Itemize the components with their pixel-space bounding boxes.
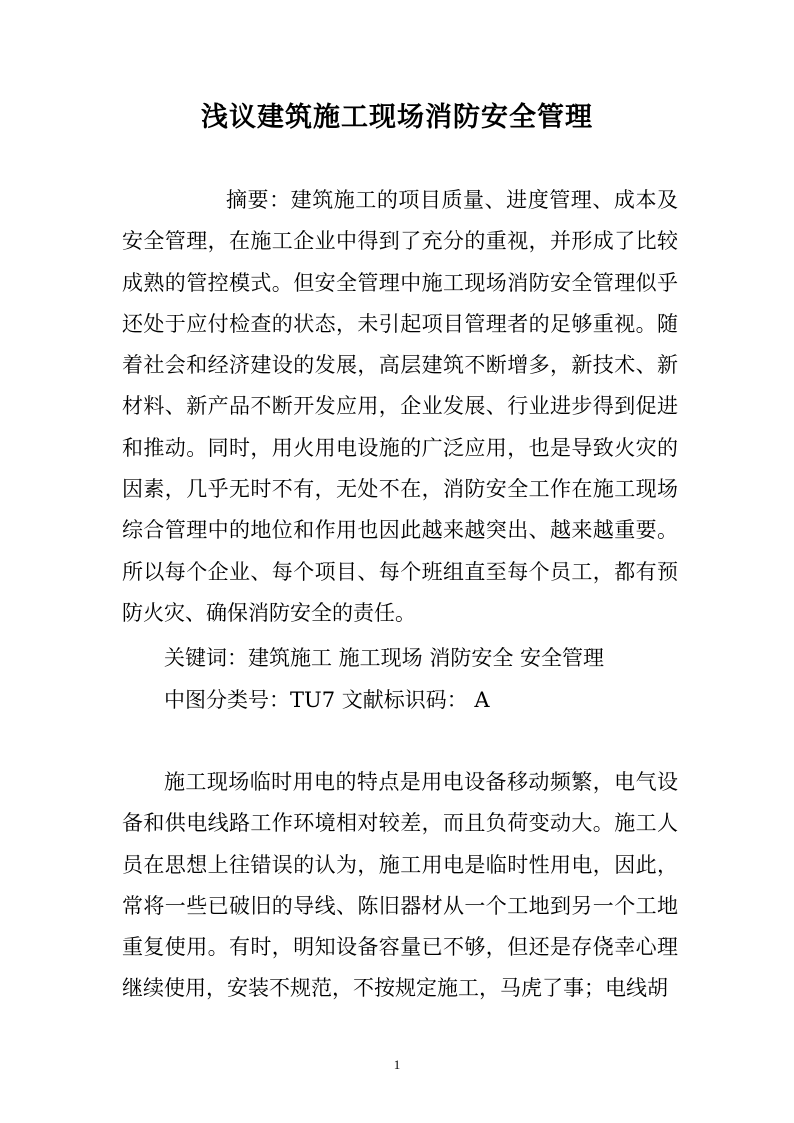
document-title: 浅议建筑施工现场消防安全管理	[201, 102, 593, 133]
body-paragraph: 施工现场临时用电的特点是用电设备移动频繁，电气设备和供电线路工作环境相对较差，而且负荷变动大。施工人员在思想上往错误的认为，施工用电是临时性用电，因此，常将一些已破旧的导线、陈旧器材从一个工地到另一个工地重复使用。有时，明知设备容量已不够，但还是存侥幸心理继续使用，安装不规范，不按规定施工，马虎了事；电线胡	[122, 770, 678, 1001]
abstract-paragraph: 摘要：建筑施工的项目质量、进度管理、成本及安全管理，在施工企业中得到了充分的重视，并形成了比较成熟的管控模式。但安全管理中施工现场消防安全管理似乎还处于应付检查的状态，未引起项目管理者的足够重视。随着社会和经济建设的发展，高层建筑不断增多，新技术、新材料、新产品不断开发应用，企业发展、行业进步得到促进和推动。同时，用火用电设施的广泛应用，也是导致火灾的因素，几乎无时不有，无处不在，消防安全工作在施工现场综合管理中的地位和作用也因此越来越突出、越来越重要。所以每个企业、每个项目、每个班组直至每个员工，都有预防火灾、确保消防安全的责任。	[122, 188, 678, 625]
keywords-line: 关键词：建筑施工 施工现场 消防安全 安全管理	[164, 646, 605, 670]
classification-line: 中图分类号：TU7 文献标识码： A	[164, 688, 490, 712]
page-number: 1	[393, 1057, 401, 1072]
